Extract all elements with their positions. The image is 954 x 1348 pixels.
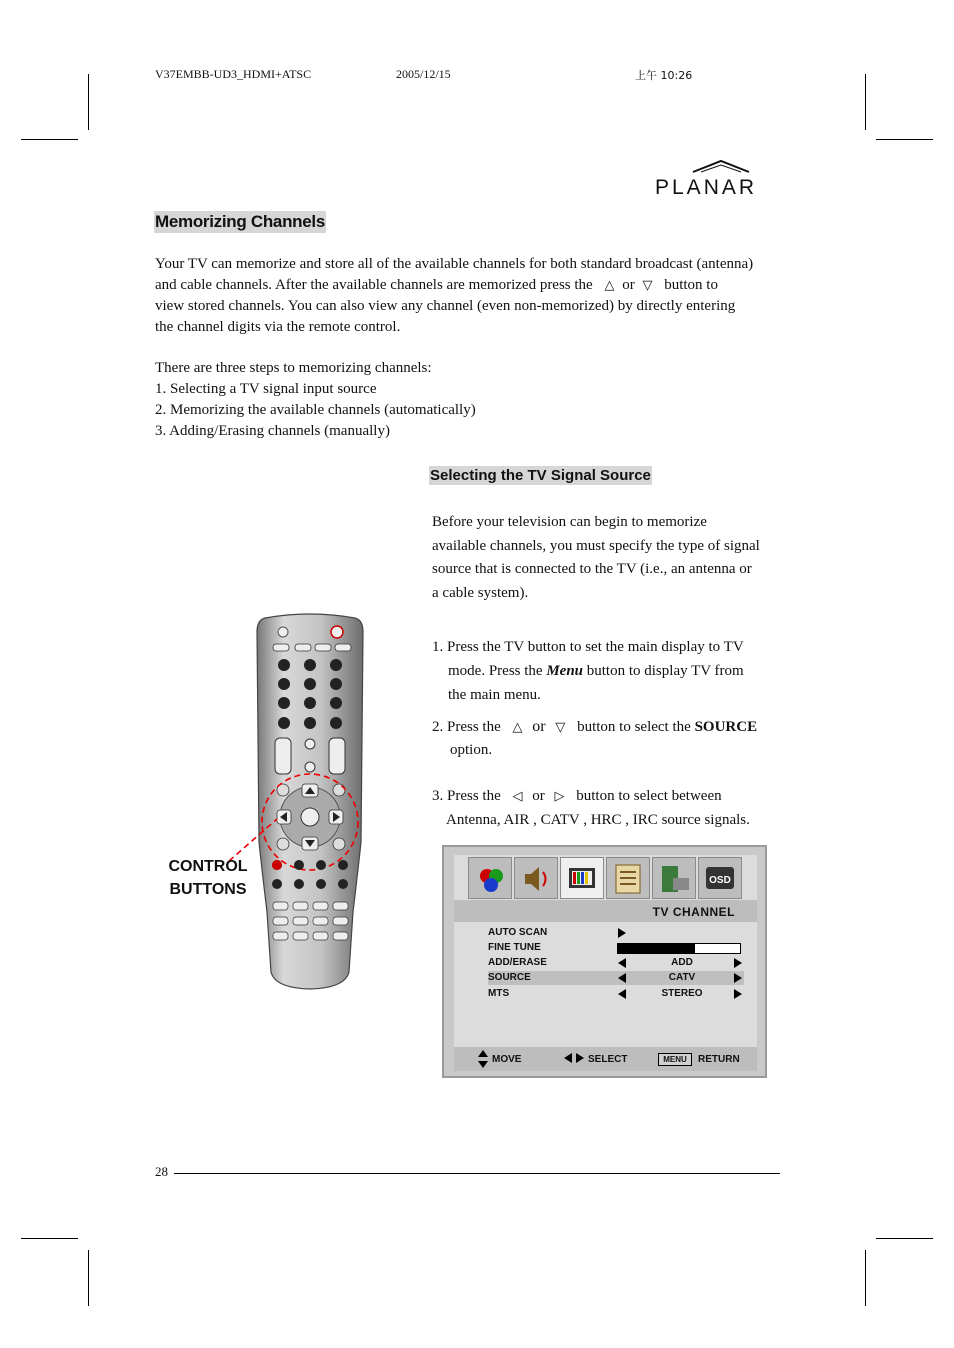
left-triangle-icon: ◁ bbox=[512, 789, 523, 804]
planar-logo bbox=[655, 158, 779, 200]
control-buttons-callout bbox=[160, 855, 256, 901]
page-number: 28 bbox=[155, 1164, 168, 1179]
setup-tab-icon bbox=[606, 857, 650, 899]
header-model: V37EMBB-UD3_HDMI+ATSC bbox=[155, 67, 312, 81]
left-arrow-icon bbox=[618, 989, 626, 999]
crop-mark bbox=[88, 1250, 89, 1306]
osd-menu-screenshot bbox=[442, 845, 767, 1078]
intro-line-2 bbox=[155, 275, 718, 296]
step-item: 2. Memorizing the available channels (automatically) bbox=[155, 402, 476, 418]
color-tab-icon bbox=[468, 857, 512, 899]
step1-line-3: the main menu. bbox=[448, 687, 541, 703]
intro-or: or bbox=[622, 277, 635, 293]
fine-tune-fill bbox=[618, 944, 695, 953]
osd-channel-header bbox=[454, 900, 757, 922]
osd-row-label: MTS bbox=[488, 988, 510, 999]
osd-channel-title: TV CHANNEL bbox=[652, 905, 735, 919]
osd-tab-icon bbox=[698, 857, 742, 899]
osd-row-mts[interactable] bbox=[488, 987, 744, 1001]
callout-line-1: CONTROL bbox=[168, 858, 248, 875]
osd-row-source[interactable] bbox=[488, 971, 744, 985]
osd-row-label: AUTO SCAN bbox=[488, 927, 548, 938]
step1-line-1: 1. Press the TV button to set the main display to TV bbox=[432, 639, 744, 655]
left-arrow-icon bbox=[618, 958, 626, 968]
crop-mark bbox=[21, 1238, 78, 1239]
right-arrow-icon bbox=[734, 989, 742, 999]
section-title: Memorizing Channels bbox=[155, 212, 325, 231]
intro-line-2-text: and cable channels. After the available channels are memorized press the bbox=[155, 277, 593, 293]
logo-text: PLANAR bbox=[655, 176, 758, 199]
left-right-arrow-icon bbox=[564, 1053, 584, 1063]
step2-line-2: option. bbox=[450, 742, 493, 758]
left-arrow-icon bbox=[618, 973, 626, 983]
step2-text-2: button to select the bbox=[577, 719, 691, 735]
osd-row-label: SOURCE bbox=[488, 972, 531, 983]
intro-line-3: view stored channels. You can also view any channel (even non-memorized) by directly entering bbox=[155, 298, 736, 314]
desc-line-1: Before your television can begin to memorize bbox=[432, 514, 707, 530]
logo-arc-icon bbox=[655, 158, 779, 176]
crop-mark bbox=[865, 1250, 866, 1306]
osd-row-value: STEREO bbox=[661, 988, 703, 999]
crop-mark bbox=[876, 1238, 933, 1239]
footer-rule bbox=[174, 1173, 780, 1174]
intro-line-1: Your TV can memorize and store all of the available channels for both standard broadcast (antenna) bbox=[155, 256, 754, 272]
down-triangle-icon: ▽ bbox=[642, 278, 653, 293]
step-item: 1. Selecting a TV signal input source bbox=[155, 381, 377, 397]
audio-tab-icon bbox=[514, 857, 558, 899]
step2-text: 2. Press the bbox=[432, 719, 501, 735]
intro-button-to: button to bbox=[664, 277, 718, 293]
crop-mark bbox=[865, 74, 866, 130]
desc-line-2: available channels, you must specify the type of signal bbox=[432, 538, 760, 554]
desc-line-4: a cable system). bbox=[432, 585, 529, 601]
header-time: 上午 10:26 bbox=[635, 69, 693, 82]
step-item: 3. Adding/Erasing channels (manually) bbox=[155, 423, 390, 439]
osd-row-value: ADD bbox=[671, 957, 693, 968]
step3-or: or bbox=[532, 788, 545, 804]
right-arrow-icon bbox=[734, 973, 742, 983]
step3-line-2: Antenna, AIR , CATV , HRC , IRC source signals. bbox=[446, 812, 750, 828]
crop-mark bbox=[88, 74, 89, 130]
menu-word: Menu bbox=[546, 663, 584, 679]
step3-line-1 bbox=[432, 785, 722, 809]
up-triangle-icon: △ bbox=[512, 720, 523, 735]
menu-key-icon: MENU bbox=[658, 1053, 692, 1066]
step1-text: mode. Press the bbox=[448, 663, 543, 679]
osd-row-auto-scan[interactable] bbox=[488, 926, 744, 940]
step2-or: or bbox=[532, 718, 546, 735]
right-arrow-icon bbox=[734, 958, 742, 968]
pc-tab-icon bbox=[652, 857, 696, 899]
up-triangle-icon: △ bbox=[604, 278, 615, 293]
osd-footer-return: RETURN bbox=[698, 1054, 740, 1065]
osd-tab-bar bbox=[458, 857, 748, 900]
step1-line-2 bbox=[448, 660, 744, 684]
step1-text-2: button to display TV from bbox=[586, 663, 744, 679]
osd-footer-select: SELECT bbox=[588, 1054, 628, 1065]
header-date: 2005/12/15 bbox=[396, 67, 451, 81]
step3-text: 3. Press the bbox=[432, 788, 501, 804]
crop-mark bbox=[876, 139, 933, 140]
step2-line-1 bbox=[432, 715, 757, 740]
desc-line-3: source that is connected to the TV (i.e., an antenna or bbox=[432, 561, 752, 577]
up-down-arrow-icon bbox=[478, 1050, 488, 1068]
callout-line-2: BUTTONS bbox=[169, 881, 247, 898]
tv-tab-icon bbox=[560, 857, 604, 899]
subsection-title: Selecting the TV Signal Source bbox=[430, 467, 651, 484]
osd-row-label: FINE TUNE bbox=[488, 942, 541, 953]
crop-mark bbox=[21, 139, 78, 140]
osd-tab-label: OSD bbox=[709, 875, 731, 886]
down-triangle-icon: ▽ bbox=[555, 720, 566, 735]
osd-row-label: ADD/ERASE bbox=[488, 957, 547, 968]
osd-row-value: CATV bbox=[668, 972, 696, 983]
osd-row-fine-tune[interactable] bbox=[488, 941, 744, 955]
remote-control-illustration bbox=[255, 612, 367, 992]
osd-footer-move: MOVE bbox=[492, 1054, 522, 1065]
osd-footer bbox=[454, 1047, 757, 1071]
fine-tune-bar[interactable] bbox=[617, 943, 741, 954]
step3-text-2: button to select between bbox=[576, 788, 722, 804]
source-word: SOURCE bbox=[694, 719, 758, 735]
right-arrow-icon bbox=[618, 928, 626, 938]
right-triangle-icon: ▷ bbox=[554, 789, 565, 804]
steps-intro: There are three steps to memorizing channels: bbox=[155, 360, 432, 376]
osd-row-add-erase[interactable] bbox=[488, 956, 744, 970]
intro-line-4: the channel digits via the remote control. bbox=[155, 319, 401, 335]
